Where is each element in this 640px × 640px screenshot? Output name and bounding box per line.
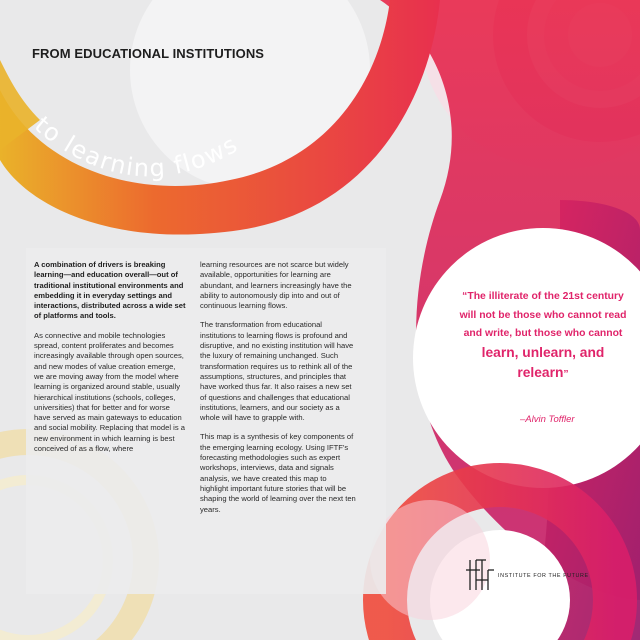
quote-text: “The illiterate of the 21st century will not be those who cannot read and write, but those who cannot (459, 291, 627, 339)
body-paragraph: As connective and mobile technologies spread, content proliferates and becomes increasingly available through open sources, and new modes of value creation emerge, we are moving away from the model where learning is organized around stable, usually hierarchical institutions (schools, colleges, universities) that for better and for worse have served as main gateways to education and social mobility. Replacing that model is a new environment in which learning is best conceived of as a flow, where (34, 330, 185, 454)
body-paragraph: learning resources are not scarce but widely available, opportunities for learning are abundant, and learners increasingly have the ability to autonomously dip into and out of continuous learning flows. (200, 260, 352, 311)
quote-close: ” (563, 369, 569, 380)
body-paragraph: The transformation from educational institutions to learning flows is profound and disruptive, and no existing institution will have the luxury of remaining unchanged. Such transformation requires us to rethink all of the assumptions, structures, and principles that have worked thus far. It also raises a new set of questions and challenges that educational institutions, learners, and our society as a whole will have to grapple with. (200, 320, 354, 423)
body-paragraph: This map is a synthesis of key components of the emerging learning ecology. Using IFTF's forecasting methodologies such as expert workshops, interviews, data and signals analysis, we have created this map to highlight important future stories that will be shaping the world of learning over the next ten years. (200, 432, 356, 514)
text-column-right (200, 260, 356, 524)
page-title: FROM EDUCATIONAL INSTITUTIONS (32, 46, 265, 61)
logo-name: INSTITUTE FOR THE FUTURE (498, 573, 589, 579)
text-column-left (34, 260, 186, 463)
pull-quote (458, 288, 628, 385)
lead-paragraph: A combination of drivers is breaking learning—and education overall—out of traditional institutional environments and embedding it in everyday settings and interactions, distributed across a wide set of platforms and tools. (34, 260, 186, 321)
quote-emphasis: learn, unlearn, and relearn (481, 344, 605, 380)
curved-title-text: to learning flows (29, 110, 244, 183)
quote-attribution: –Alvin Toffler (520, 414, 575, 425)
iftf-logo-icon (466, 558, 494, 592)
